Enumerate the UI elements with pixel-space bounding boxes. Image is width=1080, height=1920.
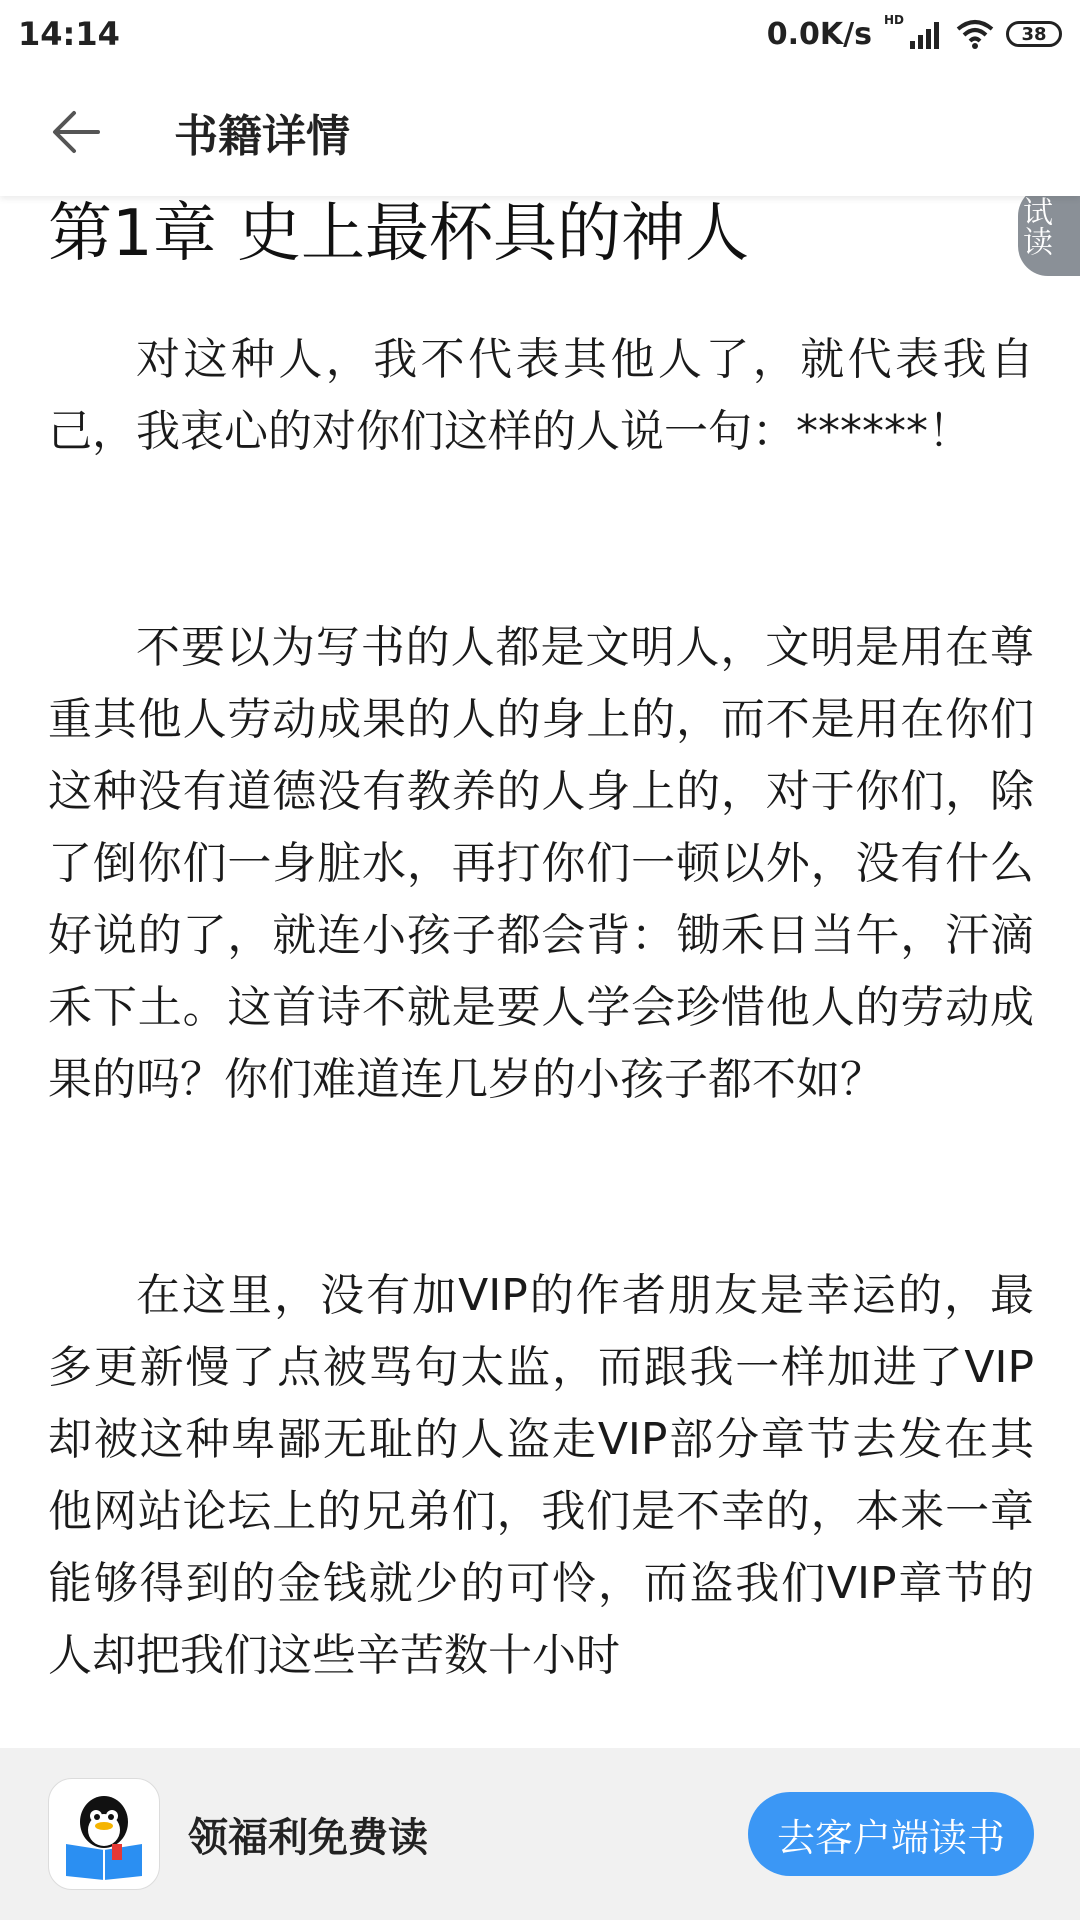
chapter-text xyxy=(48,324,1034,1748)
status-indicators xyxy=(766,13,1062,52)
wifi-icon xyxy=(956,19,994,49)
qq-reader-penguin-icon xyxy=(48,1778,160,1890)
back-button[interactable] xyxy=(46,102,106,162)
arrow-left-icon xyxy=(52,110,100,154)
status-time: 14:14 xyxy=(18,15,120,53)
hd-label: HD xyxy=(883,13,904,27)
paragraph-2: 不要以为写书的人都是文明人，文明是用在尊重其他人劳动成果的人的身上的，而不是用在你们这种没有道德没有教养的人身上的，对于你们，除了倒你们一身脏水，再打你们一顿以外，没有什么好说的了，就连小孩子都会背：锄禾日当午，汗滴禾下土。这首诗不就是要人学会珍惜他人的劳动成果的吗？你们难道连几岁的小孩子都不如？ xyxy=(48,622,1034,1105)
battery-icon: 38 xyxy=(1006,21,1062,47)
download-banner xyxy=(0,1748,1080,1920)
paragraph-3: 在这里，没有加VIP的作者朋友是幸运的，最多更新慢了点被骂句太监，而跟我一样加进了VIP却被这种卑鄙无耻的人盗走VIP部分章节去发在其他网站论坛上的兄弟们，我们是不幸的，本来一章能够得到的金钱就少的可怜，而盗我们VIP章节的人却把我们这些辛苦数十小时 xyxy=(48,1270,1034,1681)
app-bar xyxy=(0,68,1080,196)
open-client-button[interactable]: 去客户端读书 xyxy=(748,1792,1034,1876)
status-bar xyxy=(0,0,1080,68)
page-title: 书籍详情 xyxy=(174,111,350,162)
signal-icon xyxy=(910,19,944,49)
banner-promo-text: 领福利免费读 xyxy=(188,1814,428,1861)
chapter-content[interactable] xyxy=(0,196,1080,1748)
trial-read-tab[interactable]: 试读 xyxy=(1018,196,1080,276)
paragraph-1: 对这种人，我不代表其他人了，就代表我自己，我衷心的对你们这样的人说一句：******！ xyxy=(48,334,1034,457)
network-speed: 0.0K/s xyxy=(766,16,872,52)
chapter-title: 第1章 史上最杯具的神人 xyxy=(48,197,750,271)
